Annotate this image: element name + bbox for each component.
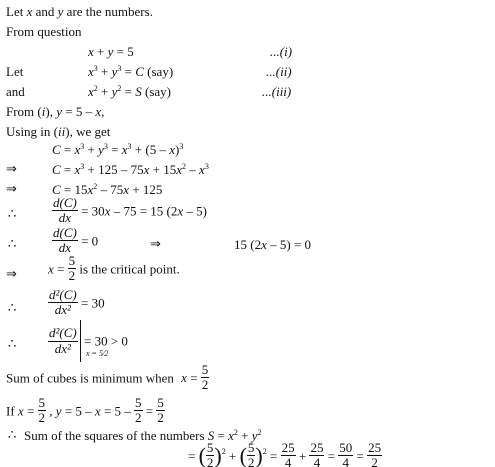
final-line: = ( $\frac{5}{2}$ )$^2$ + ( $\frac{5}{2}$ )$^2$ = $\frac{25}{4}$ + $\frac{25}{4}$ = $\frac{50}{4}$ = $\frac{25}{2}$ <box>188 441 382 467</box>
derivative-fraction: $\frac{d(C)}{dx}$ <box>53 195 77 226</box>
second-eval-fraction: $\frac{\text{d²(C)}}{\text{dx²}}$ <box>49 325 77 356</box>
final-fraction-d: $\frac{25}{4}$ <box>310 440 324 467</box>
equation-ii: $x^3 + y^3 = C$ (say) <box>88 64 174 79</box>
using-ii-line: Using in (ii), we get <box>6 124 111 139</box>
if-fraction-1: $\frac{5}{2}$ <box>38 395 46 426</box>
ref-i: ...(i) <box>270 44 293 59</box>
step-2: $C = x^3 + 125 - 75x + 15x^2 - x^3$ <box>52 162 209 177</box>
therefore-icon-5: ∴ <box>8 428 17 443</box>
ref-ii: ...(ii) <box>266 64 292 79</box>
critical-line: x = $\frac{5}{2}$ is the critical point. <box>48 253 180 284</box>
final-fraction-f: $\frac{25}{2}$ <box>368 440 382 467</box>
set-zero-rhs: 15 (2x – 5) = 0 <box>234 237 312 252</box>
final-fraction-e: $\frac{50}{4}$ <box>339 440 353 467</box>
therefore-icon-1: ∴ <box>8 207 17 222</box>
second-derivative-fraction: $\frac{\text{d²(C)}}{\text{dx²}}$ <box>49 287 77 318</box>
step-1: $C = x^3 + y^3 = x^3 + (5 - x)^3$ <box>52 142 184 157</box>
second-eval-line: $\frac{\text{d²(C)}}{\text{dx²}}$ = 30 > 0 <box>48 320 128 362</box>
if-fraction-3: $\frac{5}{2}$ <box>157 395 164 426</box>
evaluation-bar <box>80 320 81 362</box>
equation-iii: $x^2 + y^2 = S$ (say) <box>88 84 171 99</box>
from-i-line: From (i), y = 5 – x, <box>6 104 105 119</box>
therefore-icon-3: ∴ <box>8 301 17 316</box>
sum-squares-line: Sum of the squares of the numbers $S = x^2 + y^2$ <box>24 428 262 443</box>
if-fraction-2: $\frac{5}{2}$ <box>135 395 142 426</box>
derivative-fraction-2: $\frac{d(C)}{dx}$ <box>53 225 77 256</box>
implies-icon-2: ⇒ <box>6 182 17 197</box>
evaluation-point: x = 5⁄2 <box>86 349 109 358</box>
second-derivative-line: $\frac{\text{d²(C)}}{\text{dx²}}$ = 30 <box>49 287 105 318</box>
therefore-icon-4: ∴ <box>8 337 17 352</box>
implies-icon-3: ⇒ <box>150 237 161 252</box>
derivative-line: $\frac{d(C)}{dx}$ = 30x – 75 = 15 (2x – 5) <box>53 195 208 226</box>
step-3: $C = 15x^2 - 75x + 125$ <box>52 182 163 197</box>
intro-line-2: From question <box>6 24 82 39</box>
intro-line-1: Let x and y are the numbers. <box>6 4 153 19</box>
set-zero-line: $\frac{d(C)}{dx}$ = 0 <box>53 225 99 256</box>
final-fraction-c: $\frac{25}{4}$ <box>281 440 295 467</box>
implies-icon-4: ⇒ <box>6 267 17 282</box>
label-let: Let <box>6 64 24 79</box>
equation-i: x + y = 5 <box>88 44 134 59</box>
final-fraction-b: $\frac{5}{2}$ <box>247 440 255 467</box>
minimum-fraction: $\frac{5}{2}$ <box>201 362 209 393</box>
therefore-icon-2: ∴ <box>8 237 17 252</box>
final-fraction-a: $\frac{5}{2}$ <box>206 440 214 467</box>
minimum-line: Sum of cubes is minimum when x = $\frac{5}{2}$ <box>6 362 209 393</box>
critical-fraction: $\frac{5}{2}$ <box>68 253 76 284</box>
label-and: and <box>6 84 25 99</box>
if-line: If x = $\frac{5}{2}$ , y = 5 – x = 5 – $\frac{5}{2}$ = $\frac{5}{2}$ <box>6 395 164 426</box>
implies-icon-1: ⇒ <box>6 162 17 177</box>
ref-iii: ...(iii) <box>262 84 292 99</box>
